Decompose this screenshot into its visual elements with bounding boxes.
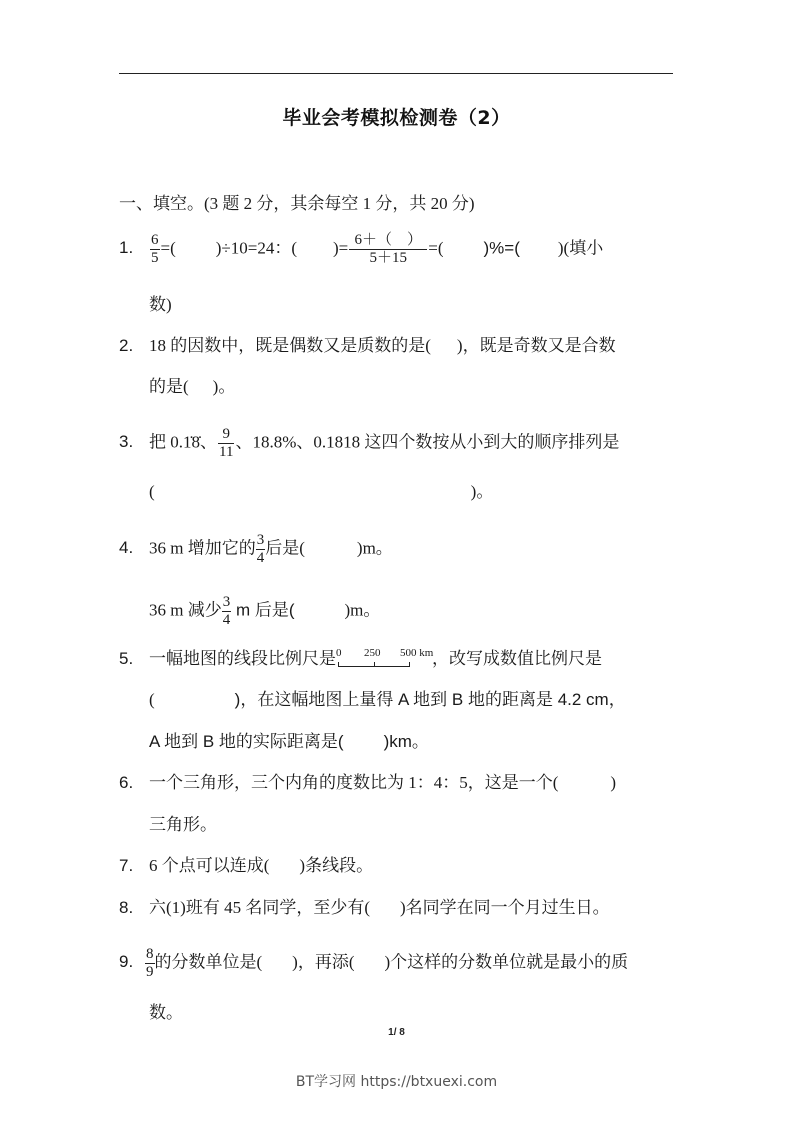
question-number: 2.: [119, 336, 134, 355]
section-heading: 一、填空。(3 题 2 分，其余每空 1 分，共 20 分): [119, 194, 475, 213]
question-number: 5.: [119, 649, 134, 668]
page-number: 1/ 8: [388, 1027, 405, 1038]
fraction: $\frac{3}{4}$: [222, 594, 231, 628]
watermark: BT学习网 https://btxuexi.com: [295, 1074, 498, 1090]
fraction: $\frac{6}{5}$: [151, 232, 159, 266]
question-7: 7. 6 个点可以连成( )条线段。: [119, 856, 374, 875]
question-5-cont: ( )，在这幅地图上量得 A 地到 B 地的距离是 4.2 cm，: [149, 690, 626, 709]
question-8: 8. 六(1)班有 45 名同学，至少有( )名同学在同一个月过生日。: [119, 898, 610, 917]
question-5: 5. 一幅地图的线段比例尺是 0 250 500 km ，改写成数值比例尺是: [119, 647, 602, 668]
question-number: 1.: [119, 238, 134, 258]
fraction: $\frac{6+( )}{5+15}$: [349, 232, 427, 267]
question-number: 4.: [119, 538, 134, 558]
page-title: 毕业会考模拟检测卷（2）: [282, 107, 511, 129]
fraction: $\frac{8}{9}$: [146, 946, 154, 980]
fraction: $\frac{3}{4}$: [256, 532, 265, 566]
question-9-cont: 数。: [149, 1003, 183, 1022]
question-3: 3. 把 0.1̇8̇、 $\frac{9}{11}$ 、18.8%、0.1818 这四个数按从小到大的顺序排列是: [119, 426, 620, 460]
question-2: 2. 18 的因数中，既是偶数又是质数的是( )，既是奇数又是合数: [119, 336, 616, 355]
question-number: 8.: [119, 898, 134, 917]
question-6-cont: 三角形。: [149, 815, 217, 834]
question-1-cont: 数): [149, 295, 172, 314]
question-5-cont2: A 地到 B 地的实际距离是( )km。: [149, 732, 429, 751]
question-number: 6.: [119, 773, 134, 792]
question-3-cont: ( )。: [149, 482, 494, 501]
question-2-cont: 的是( )。: [149, 377, 236, 396]
question-number: 7.: [119, 856, 134, 875]
question-number: 9.: [119, 952, 134, 972]
fraction: $\frac{9}{11}$: [219, 426, 234, 460]
question-4: 4. 36 m 增加它的 $\frac{3}{4}$ 后是( )m。: [119, 532, 393, 566]
top-rule: [119, 73, 673, 74]
question-1: 1. $\frac{6}{5}$ =( )÷10=24：( )= $\frac{6+( )}{5+15}$ =( )%=( )(填小: [119, 232, 604, 266]
scale-bar: 0 250 500 km: [336, 648, 432, 670]
question-9: 9. $\frac{8}{9}$ 的分数单位是( )，再添( )个这样的分数单位就是最小的质: [119, 946, 629, 980]
question-number: 3.: [119, 432, 134, 452]
question-4-part2: 36 m 减少 $\frac{3}{4}$ m 后是( )m。: [149, 594, 381, 628]
question-6: 6. 一个三角形，三个内角的度数比为 1：4：5，这是一个( ): [119, 773, 617, 792]
